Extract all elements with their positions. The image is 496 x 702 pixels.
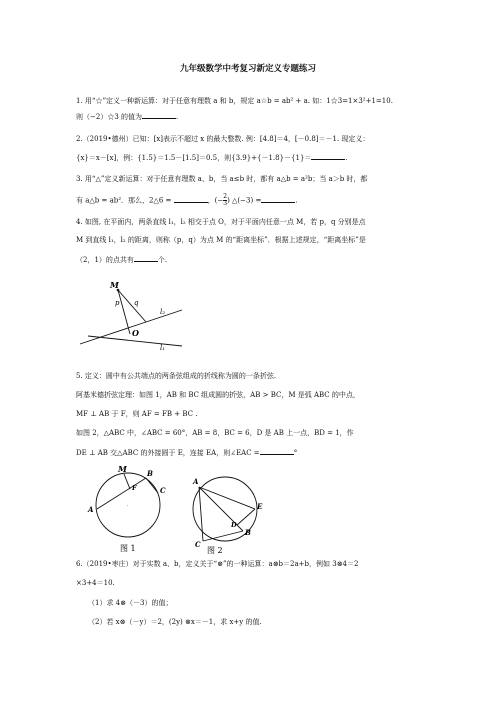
label-l1: l₁ bbox=[160, 344, 166, 352]
q5-figure-2 bbox=[187, 465, 267, 555]
q3-fraction-denominator: 3 bbox=[223, 200, 228, 207]
q5-figure-1 bbox=[80, 463, 174, 555]
q5-answer-blank bbox=[260, 448, 294, 455]
q3-answer-blank-2 bbox=[261, 196, 295, 203]
q1-answer-blank bbox=[142, 112, 176, 119]
q1-line-1: 1. 用“☆”定义一种新运算：对于任意有理数 a 和 b，规定 a☆b = ab² + a. 如：1☆3=1×3²+1=10. bbox=[76, 97, 393, 105]
q2-line-2: {x}＝x－[x]，例：{1.5}＝1.5－[1.5]＝0.5，则{3.9}+{－1.8}－{1}＝ . bbox=[76, 154, 348, 162]
q5-line-3: MF ⊥ AB 于 F，则 AF = FB + BC . bbox=[76, 410, 198, 418]
q5-line-5 bbox=[76, 448, 428, 458]
q6-part-1: （1）求 4⊗（－3）的值； bbox=[88, 599, 173, 607]
q6-line-2: ×3+4＝10. bbox=[76, 579, 115, 587]
side-ac bbox=[199, 487, 203, 541]
center-dot: · bbox=[127, 503, 129, 509]
q2-prompt: {x}＝x－[x]，例：{1.5}＝1.5－[1.5]＝0.5，则{3.9}+{－1.8}－{1}＝ bbox=[76, 154, 312, 162]
side-bc bbox=[203, 531, 243, 541]
chord-bc bbox=[146, 478, 158, 493]
q4-line-3 bbox=[76, 255, 428, 265]
label-a: A bbox=[88, 505, 94, 514]
q3-line-2: 有 a△b = ab²．那么，2△6 = ，(− $\frac{2}{3}$ ) △(−3) = . bbox=[76, 193, 298, 207]
label-a: A bbox=[193, 477, 199, 486]
fig1-caption: 图 1 bbox=[120, 544, 136, 553]
label-d: D bbox=[231, 521, 237, 529]
q4-figure bbox=[78, 272, 184, 358]
q4-prompt-end: 个. bbox=[157, 256, 168, 264]
label-l2: l₂ bbox=[160, 308, 166, 316]
q3-part-b: ，(− bbox=[207, 196, 224, 205]
q1-line-2: 则（−2）☆3 的值为 . bbox=[76, 113, 179, 121]
label-m: M bbox=[118, 464, 127, 474]
label-o: O bbox=[132, 328, 139, 338]
label-c: C bbox=[195, 540, 201, 549]
q4-line-1: 4. 如图, 在平面内，两条直线 l₁，l₂ 相交于点 O，对于平面内任意一点 M，若 p，q 分别是点 bbox=[76, 218, 366, 226]
q5-prompt: DE ⊥ AB 交△ABC 的外接圆于 E，连接 EA，则∠EAC = bbox=[76, 449, 260, 457]
q6-line-1: 6.（2019•枣庄）对于实数 a、b，定义关于“⊗”的一种运算：a⊗b＝2a+b，例如 3⊗4＝2 bbox=[76, 560, 359, 568]
fig2-caption: 图 2 bbox=[207, 546, 223, 555]
q4-answer-blank bbox=[134, 255, 158, 262]
q1-prompt: 则（−2）☆3 的值为 bbox=[76, 113, 142, 121]
q4-line-2: M 到直线 l₁，l₂ 的距离，则称（p，q）为点 M 的“距离坐标”．根据上述规定，“距离坐标”是 bbox=[76, 236, 366, 244]
q3-line-1: 3. 用“△”定义新运算：对于任意有理数 a、b，当 a≤b 时，都有 a△b = a²b；当 a＞b 时，都 bbox=[76, 175, 368, 183]
label-f: F bbox=[132, 484, 137, 492]
segment-de bbox=[237, 509, 255, 525]
q4-prompt: （2，1）的点共有 bbox=[76, 256, 134, 264]
label-b: B bbox=[245, 528, 251, 537]
q3-fraction-numerator: 2 bbox=[223, 193, 228, 200]
label-q: q bbox=[134, 299, 139, 307]
q2-answer-blank bbox=[311, 153, 345, 160]
q5-line-4: 如图 2，△ABC 中，∠ABC = 60°，AB = 8，BC = 6，D 是 AB 上一点，BD = 1，作 bbox=[76, 429, 354, 437]
label-m: M bbox=[110, 280, 119, 290]
chord-ab bbox=[97, 478, 146, 509]
q6-part-2: （2）若 x⊗（－y）＝2，(2y) ⊗x＝－1，求 x+y 的值. bbox=[88, 618, 262, 626]
segment-mf bbox=[124, 474, 130, 489]
label-c: C bbox=[160, 486, 166, 495]
segment-ea bbox=[199, 487, 255, 509]
q3-answer-blank-1 bbox=[174, 196, 208, 203]
label-b: B bbox=[147, 469, 153, 478]
q2-line-1: 2.（2019•德州）已知：[x]表示不超过 x 的最大整数. 例：[4.8]＝4，[－0.8]＝－1. 现定义： bbox=[76, 135, 370, 143]
center-dot: · bbox=[223, 509, 225, 515]
q5-line-1: 5. 定义：圆中有公共端点的两条弦组成的折线称为圆的一条折弦. bbox=[76, 372, 277, 380]
q3-part-a: 有 a△b = ab²．那么，2△6 = bbox=[76, 196, 172, 205]
label-p: p bbox=[115, 299, 120, 307]
line-l2 bbox=[80, 310, 182, 344]
label-e: E bbox=[257, 502, 263, 511]
q5-prompt-end: ° bbox=[293, 449, 298, 457]
q5-line-2: 阿基米德折弦定理：如图 1，AB 和 BC 组成圆的折弦，AB > BC，M 是弧 ABC 的中点， bbox=[76, 391, 360, 399]
page-title: 九年级数学中考复习新定义专题练习 bbox=[179, 64, 316, 74]
q3-part-c: ) △(−3) = bbox=[227, 196, 262, 205]
